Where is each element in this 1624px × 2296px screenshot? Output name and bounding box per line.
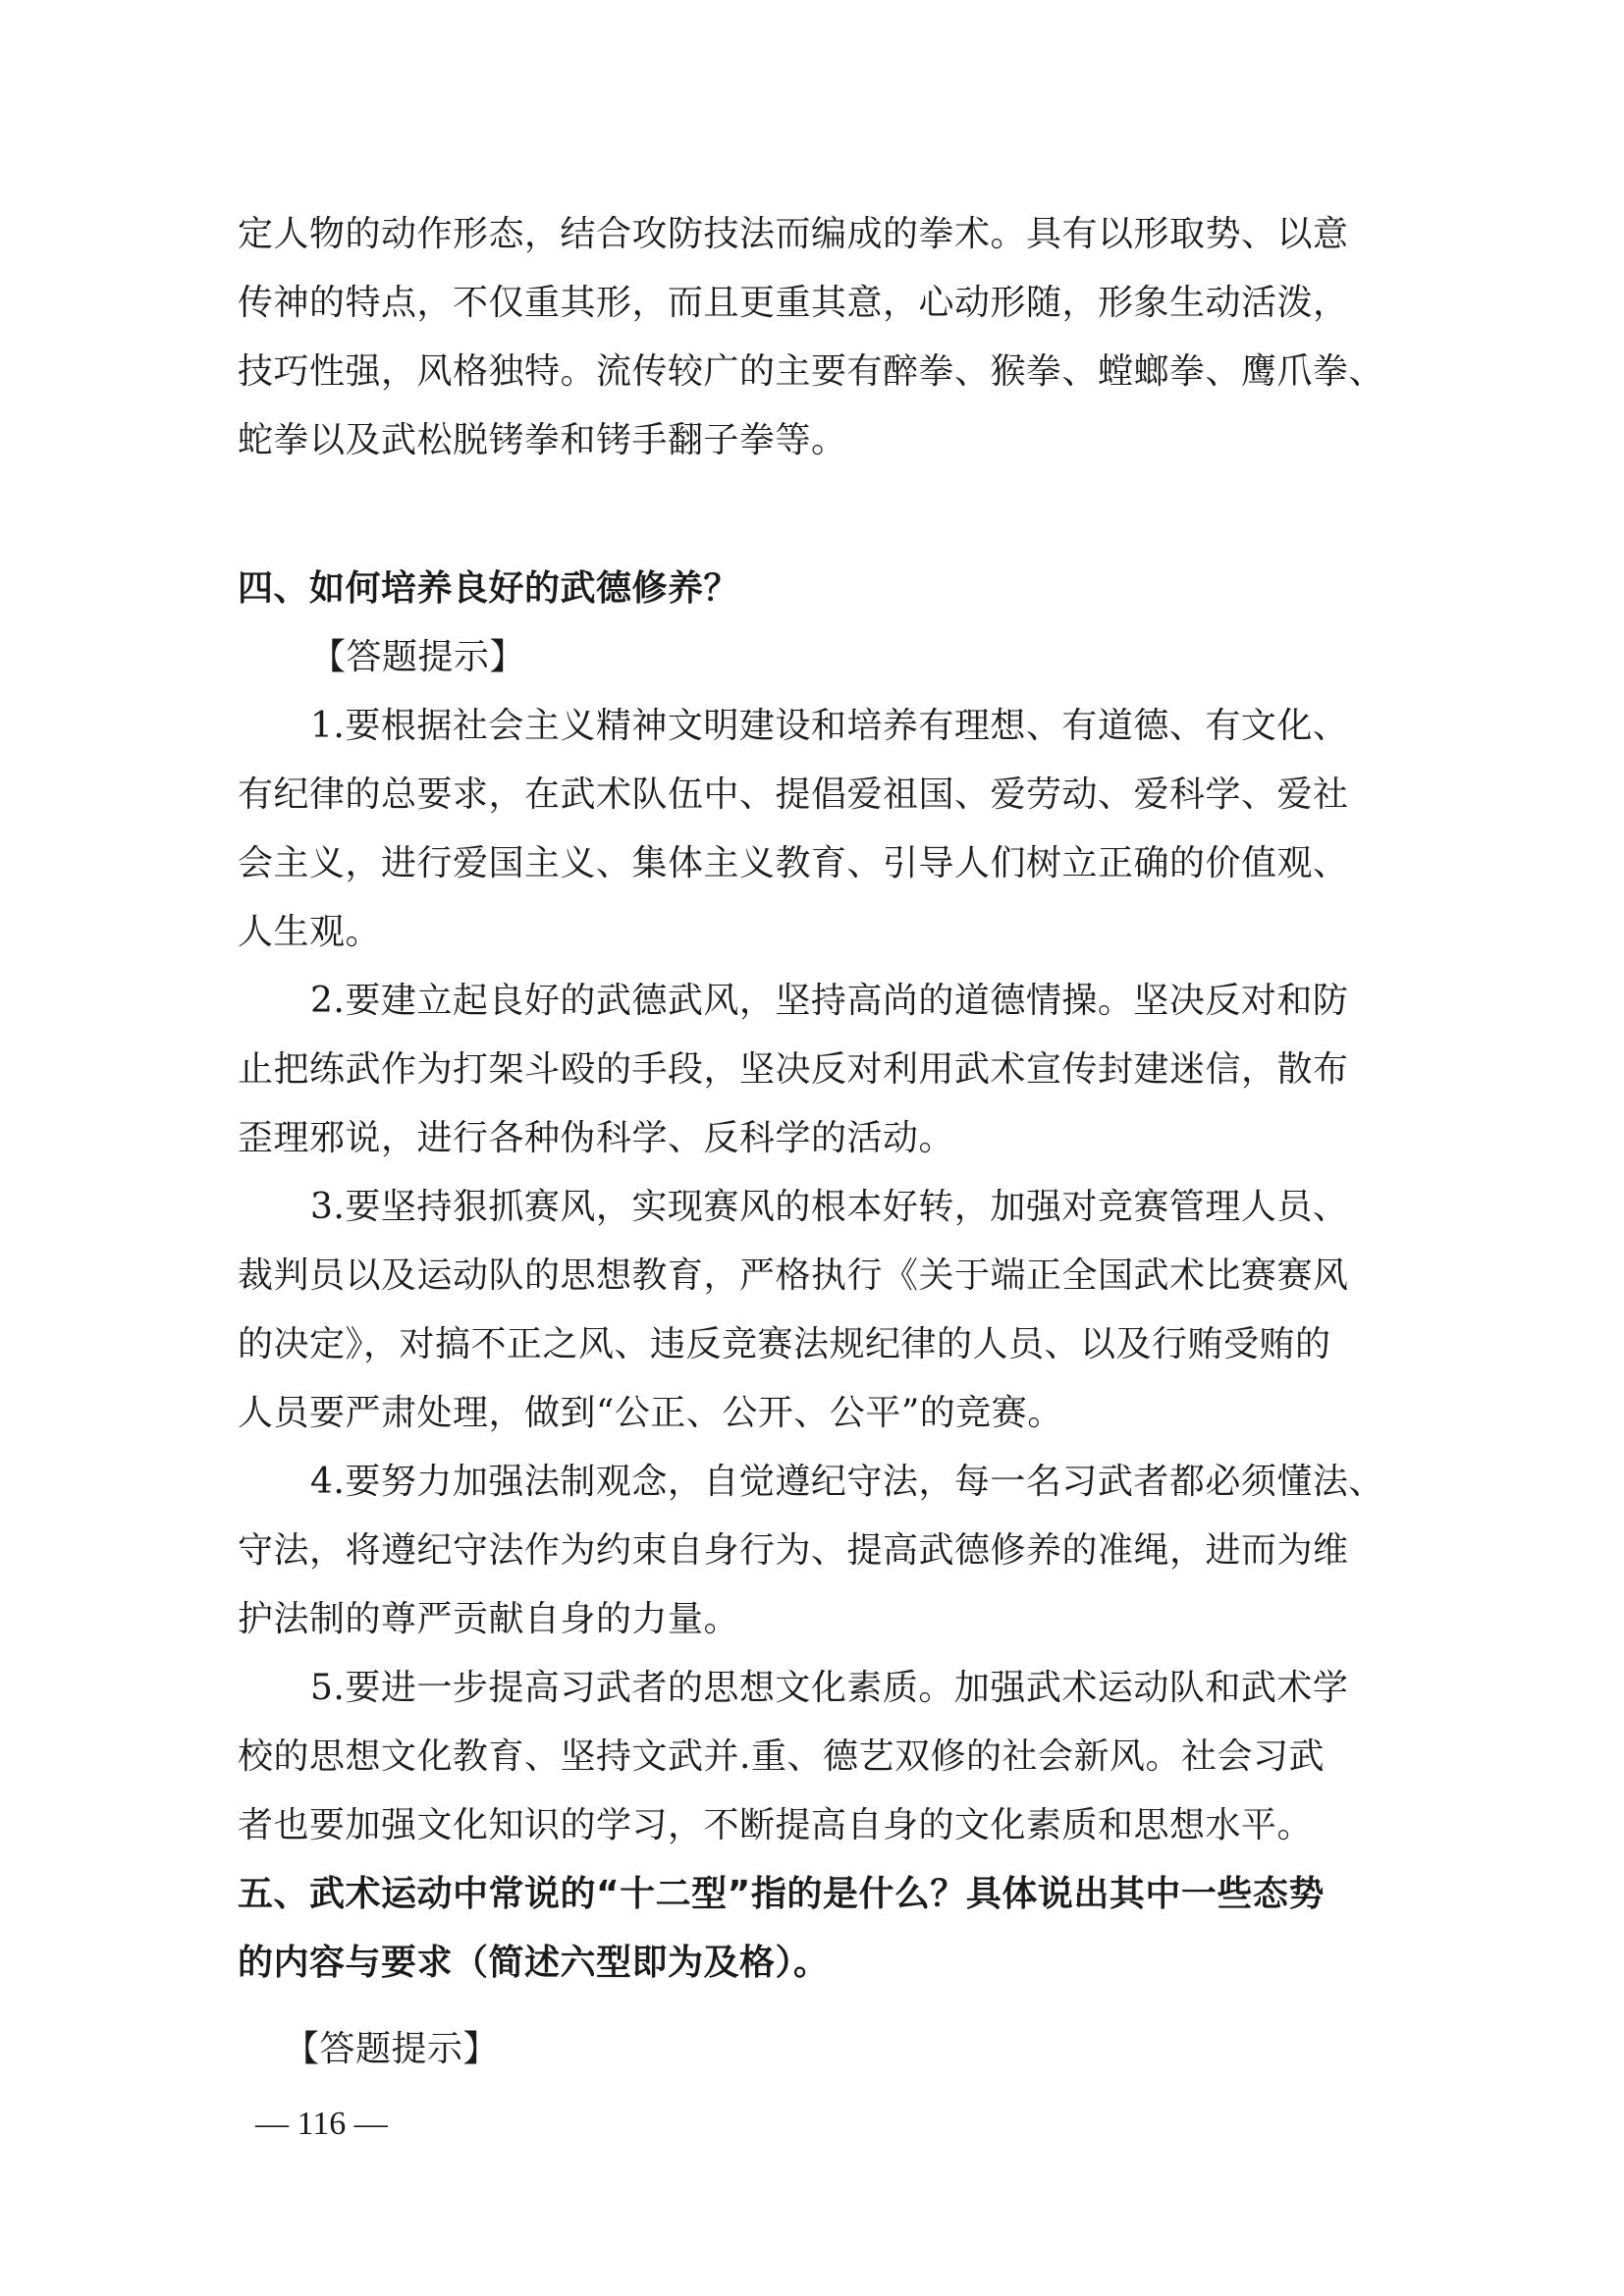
text-line: 人生观。	[238, 912, 382, 952]
text-line: 蛇拳以及武松脱铐拳和铐手翻子拳等。	[238, 420, 847, 460]
section-heading: 四、如何培养良好的武德修养？	[238, 568, 740, 609]
text-line: 1.要根据社会主义精神文明建设和培养有理想、有道德、有文化、	[310, 706, 1349, 746]
text-line: 歪理邪说，进行各种伪科学、反科学的活动。	[238, 1118, 955, 1158]
text-line: 守法，将遵纪守法作为约束自身行为、提高武德修养的准绳，进而为维	[238, 1530, 1349, 1571]
text-line: 裁判员以及运动队的思想教育，严格执行《关于端正全国武术比赛赛风	[238, 1255, 1349, 1296]
text-line: 传神的特点，不仅重其形，而且更重其意，心动形随，形象生动活泼，	[238, 283, 1349, 323]
hint-label: 【答题提示】	[284, 2029, 500, 2069]
text-line: 2.要建立起良好的武德武风，坚持高尚的道德情操。坚决反对和防	[310, 981, 1349, 1021]
text-line: 定人物的动作形态，结合攻防技法而编成的拳术。具有以形取势、以意	[238, 214, 1349, 254]
text-line: 有纪律的总要求，在武术队伍中、提倡爱祖国、爱劳动、爱科学、爱社	[238, 774, 1349, 815]
text-line: 人员要严肃处理，做到“公正、公开、公平”的竞赛。	[238, 1393, 1063, 1433]
text-line: 者也要加强文化知识的学习，不断提高自身的文化素质和思想水平。	[238, 1805, 1314, 1845]
text-line: 4.要努力加强法制观念，自觉遵纪守法，每一名习武者都必须懂法、	[310, 1462, 1384, 1502]
text-line: 止把练武作为打架斗殴的手段，坚决反对利用武术宣传封建迷信，散布	[238, 1049, 1349, 1090]
text-line: 技巧性强，风格独特。流传较广的主要有醉拳、猴拳、螳螂拳、鹰爪拳、	[238, 351, 1385, 392]
text-line: 护法制的尊严贡献自身的力量。	[238, 1599, 740, 1639]
section-heading: 的内容与要求（简述六型即为及格）。	[238, 1943, 830, 1983]
text-line: 5.要进一步提高习武者的思想文化素质。加强武术运动队和武术学	[310, 1668, 1349, 1708]
text-line: 会主义，进行爱国主义、集体主义教育、引导人们树立正确的价值观、	[238, 843, 1349, 883]
text-line: 3.要坚持狠抓赛风，实现赛风的根本好转，加强对竞赛管理人员、	[310, 1187, 1349, 1227]
page-number: — 116 —	[255, 2106, 388, 2142]
section-heading: 五、武术运动中常说的“十二型”指的是什么？具体说出其中一些态势	[238, 1874, 1325, 1914]
hint-label: 【答题提示】	[310, 637, 526, 677]
text-line: 校的思想文化教育、坚持文武并.重、德艺双修的社会新风。社会习武	[238, 1736, 1325, 1777]
text-line: 的决定》，对搞不正之风、违反竞赛法规纪律的人员、以及行贿受贿的	[238, 1324, 1331, 1364]
